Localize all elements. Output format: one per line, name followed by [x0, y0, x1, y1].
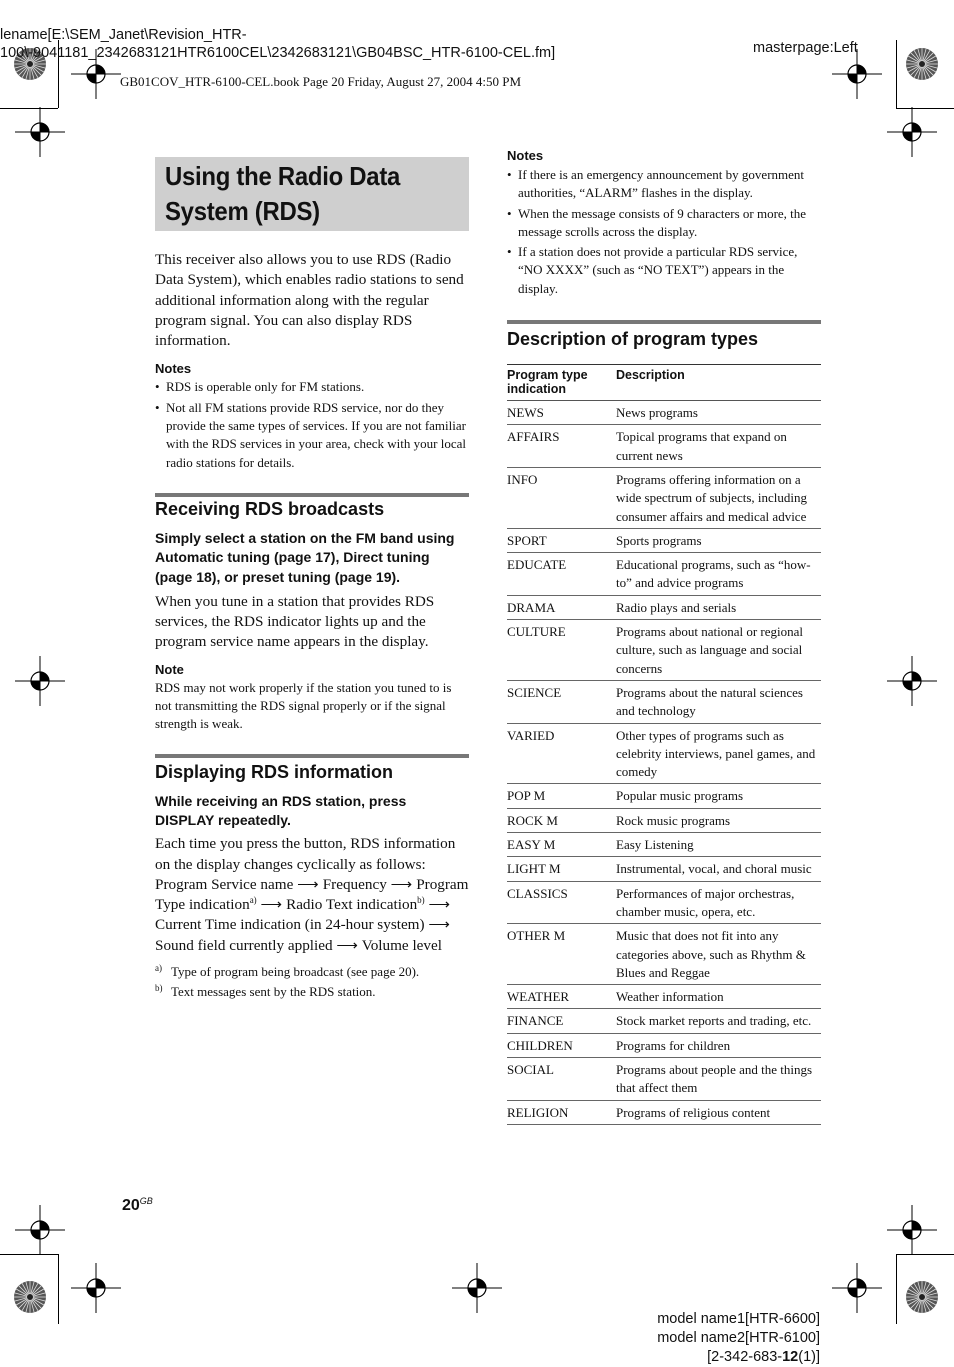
- receiving-instruction: Simply select a station on the FM band using Automatic tuning (page 17), Direct tuning (page 18), or preset tuning (page 19).: [155, 529, 455, 585]
- table-row: [507, 680, 821, 723]
- program-type-code: CLASSICS: [507, 881, 616, 924]
- model-name-1: model name1[HTR-6600]: [657, 1311, 820, 1327]
- table-row: [507, 985, 821, 1009]
- table-row: [507, 1057, 821, 1100]
- notes-list: [155, 378, 469, 471]
- footnote: [155, 962, 469, 982]
- right-column: [507, 148, 821, 1125]
- program-types-table: [507, 365, 821, 1125]
- program-type-description: Popular music programs: [616, 784, 821, 808]
- program-type-description: Programs about the natural sciences and technology: [616, 680, 821, 723]
- registration-mark-icon: [15, 107, 65, 157]
- col-header-type: Program type indication: [507, 365, 616, 401]
- table-row: [507, 857, 821, 881]
- program-type-code: ROCK M: [507, 808, 616, 832]
- program-type-code: NEWS: [507, 401, 616, 425]
- registration-mark-icon: [887, 107, 937, 157]
- note-item: • If a station does not provide a particular RDS service, “NO XXXX” (such as “NO TEXT”) appears in the display.: [507, 243, 821, 298]
- program-type-description: Radio plays and serials: [616, 595, 821, 619]
- registration-mark-icon: [887, 656, 937, 706]
- program-type-code: OTHER M: [507, 924, 616, 985]
- part-number-bold: 12: [782, 1349, 799, 1365]
- table-row: [507, 1033, 821, 1057]
- book-info: GB01COV_HTR-6100-CEL.book Page 20 Friday, August 27, 2004 4:50 PM: [120, 74, 522, 89]
- crop-line: [896, 1254, 897, 1324]
- left-column: [155, 157, 469, 1002]
- program-type-description: Instrumental, vocal, and choral music: [616, 857, 821, 881]
- notes-heading: Notes: [507, 148, 544, 163]
- table-row: [507, 401, 821, 425]
- arrow-right-icon: ⟶: [428, 916, 451, 934]
- program-type-description: Programs about national or regional culture, such as language and social concerns: [616, 620, 821, 681]
- col-header-description: Description: [616, 365, 821, 401]
- program-type-code: RELIGION: [507, 1100, 616, 1124]
- arrow-right-icon: ⟶: [390, 875, 413, 893]
- program-type-description: Programs about people and the things that affect them: [616, 1057, 821, 1100]
- footnote-text: Text messages sent by the RDS station.: [171, 984, 376, 1000]
- table-row: [507, 1009, 821, 1033]
- crop-line: [896, 108, 954, 109]
- model-name-2: model name2[HTR-6100]: [657, 1330, 820, 1346]
- program-type-description: Sports programs: [616, 528, 821, 552]
- program-type-code: CULTURE: [507, 620, 616, 681]
- registration-mark-icon: [887, 1205, 937, 1255]
- program-type-code: WEATHER: [507, 985, 616, 1009]
- note-item: • Not all FM stations provide RDS service, nor do they provide the same types of services. If you are not familiar with the RDS services in your area, check with your local radio stations for details.: [155, 399, 469, 472]
- program-type-code: CHILDREN: [507, 1033, 616, 1057]
- registration-mark-icon: [71, 1263, 121, 1313]
- crop-line: [0, 1254, 58, 1255]
- program-type-code: FINANCE: [507, 1009, 616, 1033]
- program-type-description: Performances of major orchestras, chamber music, opera, etc.: [616, 881, 821, 924]
- program-type-code: POP M: [507, 784, 616, 808]
- section-heading-displaying: Displaying RDS information: [155, 761, 394, 782]
- table-row: [507, 723, 821, 784]
- footnote-ref: b): [417, 895, 425, 906]
- footnote-mark: a): [155, 963, 162, 974]
- program-type-code: SOCIAL: [507, 1057, 616, 1100]
- page-title-box: [155, 157, 469, 231]
- table-row: [507, 595, 821, 619]
- footnote: [155, 982, 469, 1002]
- page-number-value: 20: [122, 1197, 140, 1214]
- program-type-code: EASY M: [507, 833, 616, 857]
- program-type-description: Stock market reports and trading, etc.: [616, 1009, 821, 1033]
- section-divider: [155, 493, 469, 497]
- part-number: [657, 1348, 820, 1367]
- page-title-line-1: Using the Radio Data: [165, 161, 401, 191]
- rds-notes-list: [507, 166, 821, 298]
- intro-paragraph: This receiver also allows you to use RDS (Radio Data System), which enables radio stations to send additional information along with the regular program signal. You can also display RDS information.: [155, 251, 464, 350]
- table-row: [507, 784, 821, 808]
- table-row: [507, 620, 821, 681]
- arrow-right-icon: ⟶: [428, 896, 451, 914]
- file-path-line-1: lename[E:\SEM_Janet\Revision_HTR-: [0, 27, 247, 43]
- part-number-prefix: [2-342-683-: [707, 1349, 783, 1365]
- section-divider: [155, 754, 469, 758]
- note-item: • If there is an emergency announcement by government authorities, “ALARM” flashes in the display.: [507, 166, 821, 203]
- receiving-body: When you tune in a station that provides RDS services, the RDS indicator lights up and the program service name appears in the display.: [155, 592, 435, 651]
- program-type-description: Easy Listening: [616, 833, 821, 857]
- program-types-body: [507, 401, 821, 1125]
- registration-mark-icon: [15, 1205, 65, 1255]
- table-row: [507, 881, 821, 924]
- color-target-icon: [905, 47, 939, 81]
- registration-mark-icon: [452, 1263, 502, 1313]
- registration-mark-icon: [832, 1263, 882, 1313]
- part-number-suffix: (1)]: [798, 1349, 820, 1365]
- page-number: [122, 1196, 153, 1215]
- masterpage-label: masterpage:Left: [753, 40, 858, 56]
- program-type-code: LIGHT M: [507, 857, 616, 881]
- arrow-right-icon: ⟶: [260, 896, 283, 914]
- receiving-note: RDS may not work properly if the station you tuned to is not transmitting the RDS signal properly or if the signal strength is weak.: [155, 679, 452, 732]
- note-item: • RDS is operable only for FM stations.: [155, 378, 469, 396]
- table-row: [507, 425, 821, 468]
- program-type-description: Rock music programs: [616, 808, 821, 832]
- displaying-instruction: While receiving an RDS station, press DISPLAY repeatedly.: [155, 792, 407, 828]
- color-target-icon: [905, 1280, 939, 1314]
- table-row: [507, 833, 821, 857]
- display-sequence: [155, 875, 469, 956]
- section-heading-receiving: Receiving RDS broadcasts: [155, 498, 385, 519]
- program-type-code: SCIENCE: [507, 680, 616, 723]
- program-type-description: Programs for children: [616, 1033, 821, 1057]
- note-heading: Note: [155, 661, 184, 677]
- arrow-right-icon: ⟶: [336, 936, 359, 954]
- seq-item: Current Time indication (in 24-hour system): [155, 916, 425, 934]
- seq-item: Volume level: [361, 936, 442, 954]
- crop-line: [896, 1254, 954, 1255]
- seq-item: Program Service name: [155, 875, 294, 893]
- program-type-description: News programs: [616, 401, 821, 425]
- table-header-row: [507, 365, 821, 401]
- program-type-description: Programs of religious content: [616, 1100, 821, 1124]
- displaying-body: Each time you press the button, RDS information on the display changes cyclically as follows:: [155, 835, 456, 873]
- color-target-icon: [13, 1280, 47, 1314]
- program-type-code: EDUCATE: [507, 553, 616, 596]
- table-row: [507, 467, 821, 528]
- arrow-right-icon: ⟶: [297, 875, 319, 893]
- program-type-code: VARIED: [507, 723, 616, 784]
- program-type-description: Music that does not fit into any categories above, such as Rhythm & Blues and Reggae: [616, 924, 821, 985]
- section-divider: [507, 320, 821, 324]
- registration-mark-icon: [15, 656, 65, 706]
- table-row: [507, 808, 821, 832]
- section-heading-program-types: Description of program types: [507, 329, 759, 350]
- table-row: [507, 553, 821, 596]
- page-title-line-2: System (RDS): [165, 196, 320, 226]
- program-type-description: Topical programs that expand on current news: [616, 425, 821, 468]
- footnote-text: Type of program being broadcast (see page 20).: [171, 964, 420, 980]
- program-type-description: Other types of programs such as celebrity interviews, panel games, and comedy: [616, 723, 821, 784]
- file-path-line-2: 100\-9041181_2342683121HTR6100CEL\2342683121\GB04BSC_HTR-6100-CEL.fm]: [0, 45, 556, 61]
- crop-line: [58, 1254, 59, 1324]
- table-row: [507, 528, 821, 552]
- note-item: • When the message consists of 9 characters or more, the message scrolls across the display.: [507, 205, 821, 242]
- model-info: [657, 1310, 820, 1367]
- page-suffix: GB: [139, 1196, 153, 1206]
- crop-line: [896, 40, 897, 108]
- seq-item: Radio Text indication: [286, 896, 418, 914]
- seq-item: Sound field currently applied: [155, 936, 333, 954]
- table-row: [507, 1100, 821, 1124]
- file-path: [0, 26, 555, 62]
- notes-heading: Notes: [155, 361, 192, 377]
- program-type-code: DRAMA: [507, 595, 616, 619]
- page-title: [165, 159, 435, 229]
- footnote-ref: a): [249, 895, 257, 906]
- table-row: [507, 924, 821, 985]
- program-type-code: SPORT: [507, 528, 616, 552]
- seq-item: Program Type indication: [155, 875, 469, 914]
- footnotes: [155, 962, 469, 1002]
- seq-item: Frequency: [322, 875, 387, 893]
- program-type-description: Programs offering information on a wide spectrum of subjects, including consumer affairs and medical advice: [616, 467, 821, 528]
- crop-line: [0, 108, 58, 109]
- program-type-code: AFFAIRS: [507, 425, 616, 468]
- registration-mark-icon: [832, 49, 882, 99]
- program-type-description: Weather information: [616, 985, 821, 1009]
- program-type-code: INFO: [507, 467, 616, 528]
- footnote-mark: b): [155, 983, 163, 994]
- program-type-description: Educational programs, such as “how-to” and advice programs: [616, 553, 821, 596]
